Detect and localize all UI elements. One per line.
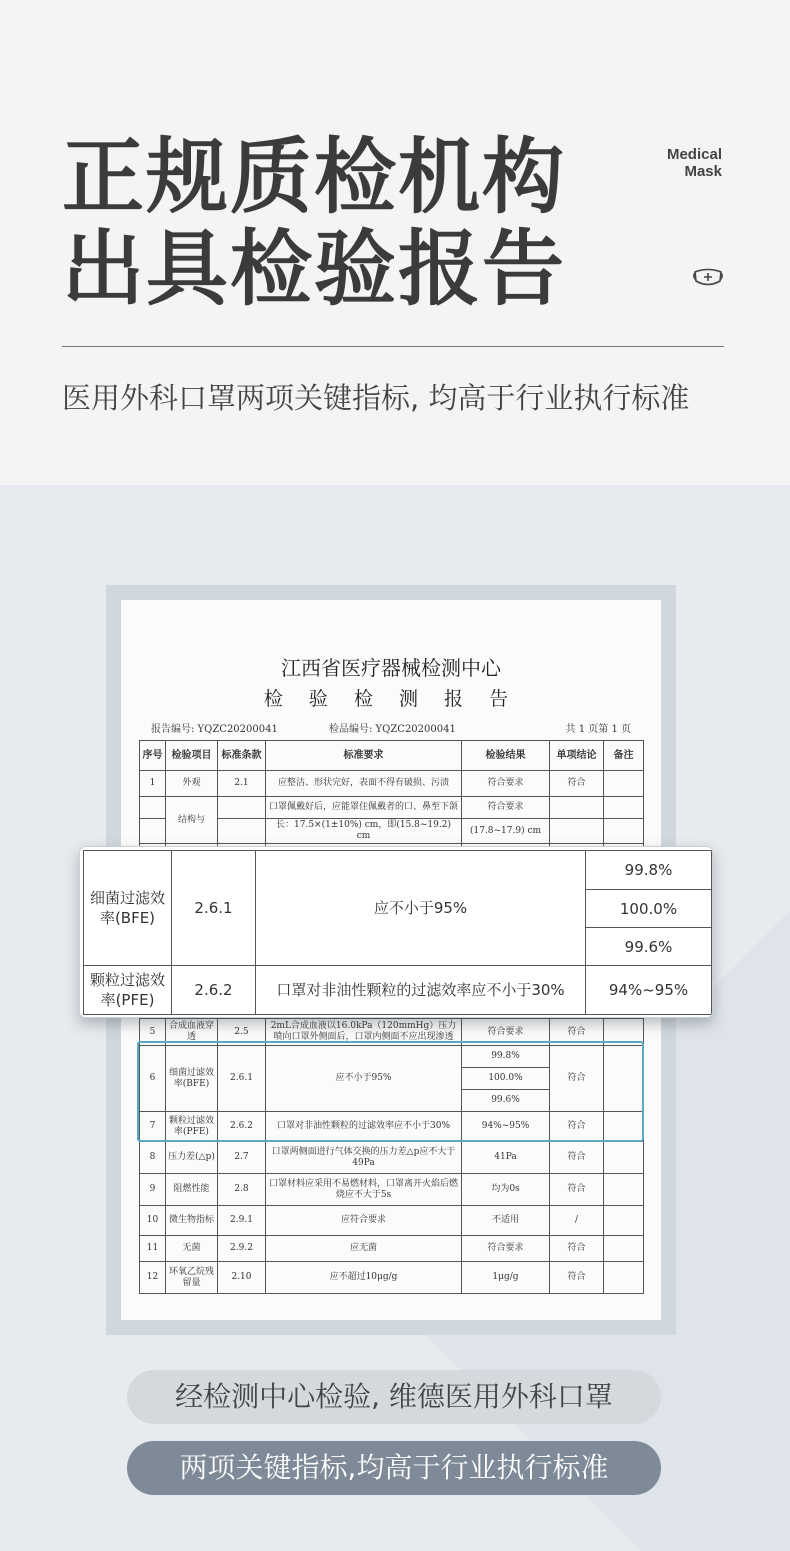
table-cell: 口罩材料应采用不易燃材料，口罩离开火焰后燃烧应不大于5s [266, 1174, 462, 1206]
caption-line-2: 两项关键指标,均高于行业执行标准 [127, 1441, 661, 1495]
brand-line-1: Medical [666, 146, 722, 163]
table-cell: 11 [140, 1236, 166, 1262]
table-cell: 符合要求 [462, 1019, 550, 1046]
table-cell: 环氧乙烷残留量 [166, 1262, 218, 1294]
table-cell: 口罩对非油性颗粒的过滤效率应不小于30% [266, 1112, 462, 1142]
report-org: 江西省医疗器械检测中心 [281, 656, 501, 680]
table-cell: 符合 [550, 1236, 604, 1262]
table-cell: 9 [140, 1174, 166, 1206]
table-cell: 2mL合成血液以16.0kPa（120mmHg）压力喷向口罩外侧面后，口罩内侧面不应出现渗透 [266, 1019, 462, 1046]
table-cell [218, 819, 266, 844]
table-cell [550, 797, 604, 819]
caption-line-1: 经检测中心检验, 维德医用外科口罩 [127, 1370, 661, 1424]
table-cell: 5 [140, 1019, 166, 1046]
table-cell: 1μg/g [462, 1262, 550, 1294]
column-header: 检验项目 [166, 741, 218, 771]
column-header: 序号 [140, 741, 166, 771]
table-cell: 符合 [550, 1174, 604, 1206]
table-cell: 100.0% [462, 1068, 550, 1090]
column-header: 标准要求 [266, 741, 462, 771]
table-cell: 2.6.1 [218, 1046, 266, 1112]
brand-label [667, 146, 722, 180]
page-count: 共 1 页第 1 页 [565, 724, 631, 735]
table-cell: 2.9.2 [218, 1236, 266, 1262]
zoom-card [79, 846, 713, 1018]
table-cell [604, 1142, 644, 1174]
table-cell: 压力差(△p) [166, 1142, 218, 1174]
table-cell: 符合要求 [462, 1236, 550, 1262]
zoom-bfe-result: 99.8% [586, 851, 712, 890]
table-cell: 应无菌 [266, 1236, 462, 1262]
table-cell: 2.5 [218, 1019, 266, 1046]
table-cell: 符合 [550, 1262, 604, 1294]
page-title [62, 132, 566, 316]
sample-number: 检品编号: YQZC20200041 [329, 724, 456, 735]
table-cell [218, 797, 266, 819]
table-row [140, 1262, 644, 1294]
table-cell: 符合要求 [462, 771, 550, 797]
table-cell: 均为0s [462, 1174, 550, 1206]
table-cell: 1 [140, 771, 166, 797]
table-cell [140, 819, 166, 844]
table-cell [604, 819, 644, 844]
column-header: 备注 [604, 741, 644, 771]
mask-icon [692, 264, 724, 290]
divider [62, 346, 724, 347]
table-cell: 符合 [550, 1142, 604, 1174]
report-number: 报告编号: YQZC20200041 [151, 724, 278, 735]
table-cell: 结构与 [166, 797, 218, 844]
table-cell: 应不小于95% [266, 1046, 462, 1112]
table-cell: 94%~95% [462, 1112, 550, 1142]
zoom-bfe-clause: 2.6.1 [172, 851, 256, 966]
zoom-bfe-result: 100.0% [586, 890, 712, 928]
table-cell: 合成血液穿透 [166, 1019, 218, 1046]
zoom-pfe-requirement: 口罩对非油性颗粒的过滤效率应不小于30% [256, 966, 586, 1015]
table-cell [604, 1174, 644, 1206]
column-header: 检验结果 [462, 741, 550, 771]
table-row [140, 1174, 644, 1206]
report-title: 检 验 检 测 报 告 [263, 688, 519, 710]
table-cell: 阻燃性能 [166, 1174, 218, 1206]
table-cell [550, 819, 604, 844]
header-section [0, 0, 790, 485]
table-cell: / [550, 1206, 604, 1236]
table-cell: 外观 [166, 771, 218, 797]
table-cell: 6 [140, 1046, 166, 1112]
table-cell: 无菌 [166, 1236, 218, 1262]
table-cell: 符合 [550, 1112, 604, 1142]
table-cell: 不适用 [462, 1206, 550, 1236]
table-cell: 符合 [550, 771, 604, 797]
table-cell: 微生物指标 [166, 1206, 218, 1236]
table-cell: 2.7 [218, 1142, 266, 1174]
table-row [84, 966, 712, 1015]
table-cell [604, 1236, 644, 1262]
table-row [140, 797, 644, 819]
table-cell: 10 [140, 1206, 166, 1236]
table-cell: 2.6.2 [218, 1112, 266, 1142]
table-row [84, 851, 712, 890]
table-row [140, 771, 644, 797]
table-cell: 长：17.5×(1±10%) cm，即(15.8~19.2) cm [266, 819, 462, 844]
table-cell: 7 [140, 1112, 166, 1142]
table-cell [140, 797, 166, 819]
table-cell: (17.8~17.9) cm [462, 819, 550, 844]
zoom-pfe-item: 颗粒过滤效率(PFE) [84, 966, 172, 1015]
table-cell: 口罩佩戴好后，应能罩住佩戴者的口、鼻至下颌 [266, 797, 462, 819]
table-cell: 41Pa [462, 1142, 550, 1174]
column-header: 标准条款 [218, 741, 266, 771]
table-cell: 符合要求 [462, 797, 550, 819]
table-cell: 2.1 [218, 771, 266, 797]
highlight-box [137, 1041, 644, 1142]
table-row [140, 1206, 644, 1236]
table-cell: 符合 [550, 1019, 604, 1046]
table-row [140, 1236, 644, 1262]
table-header-row [140, 741, 644, 771]
table-cell [604, 1262, 644, 1294]
table-cell: 99.6% [462, 1090, 550, 1112]
subtitle: 医用外科口罩两项关键指标, 均高于行业执行标准 [62, 381, 690, 415]
table-cell: 口罩两侧面进行气体交换的压力差△p应不大于49Pa [266, 1142, 462, 1174]
table-cell: 99.8% [462, 1046, 550, 1068]
zoom-pfe-clause: 2.6.2 [172, 966, 256, 1015]
title-line-1: 正规质检机构 [62, 130, 567, 225]
table-cell: 应整洁、形状完好，表面不得有破损、污渍 [266, 771, 462, 797]
title-line-2: 出具检验报告 [62, 222, 567, 317]
zoom-table [83, 850, 712, 1015]
table-cell: 颗粒过滤效率(PFE) [166, 1112, 218, 1142]
column-header: 单项结论 [550, 741, 604, 771]
table-cell: 符合 [550, 1046, 604, 1112]
brand-line-2: Mask [684, 163, 722, 180]
table-cell [604, 797, 644, 819]
table-cell [604, 771, 644, 797]
table-cell: 8 [140, 1142, 166, 1174]
table-cell: 2.9.1 [218, 1206, 266, 1236]
table-cell: 应符合要求 [266, 1206, 462, 1236]
table-cell: 应不超过10μg/g [266, 1262, 462, 1294]
table-cell: 12 [140, 1262, 166, 1294]
table-row [140, 1142, 644, 1174]
table-cell [604, 1206, 644, 1236]
table-cell: 2.10 [218, 1262, 266, 1294]
zoom-bfe-result: 99.6% [586, 928, 712, 966]
zoom-bfe-requirement: 应不小于95% [256, 851, 586, 966]
zoom-pfe-result: 94%~95% [586, 966, 712, 1015]
zoom-bfe-item: 细菌过滤效率(BFE) [84, 851, 172, 966]
table-cell: 2.8 [218, 1174, 266, 1206]
table-cell: 细菌过滤效率(BFE) [166, 1046, 218, 1112]
